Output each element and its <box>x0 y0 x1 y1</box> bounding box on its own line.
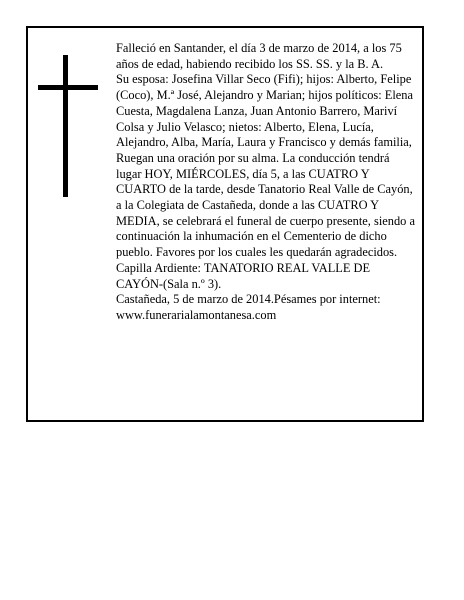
obituary-notice <box>26 26 424 422</box>
family-paragraph: Su esposa: Josefina Villar Seco (Fifi); hijos: Alberto, Felipe (Coco), M.ª José, Alejandro y Marian; hijos políticos: Elena Cuesta, Magdalena Lanza, Juan Antonio Barrero, Mariví Colsa y Julio Velasco; nietos: Alberto, Elena, Lucía, Alejandro, Alba, María, Laura y Francisco y demás familia, <box>116 72 413 150</box>
obituary-text <box>116 41 418 324</box>
funeral-details-paragraph: Ruegan una oración por su alma. La conducción tendrá lugar HOY, MIÉRCOLES, día 5, a las CUATRO Y CUARTO de la tarde, desde Tanatorio Real Valle de Cayón, a la Colegiata de Castañeda, donde a las CUATRO Y MEDIA, se celebrará el funeral de cuerpo presente, siendo a continuación la inhumación en el Cementerio de dicho pueblo. Favores por los cuales les quedarán agradecidos. Capilla Ardiente: TANATORIO REAL VALLE DE CAYÓN-(Sala n.º 3). <box>116 150 415 291</box>
date-and-website-paragraph: Castañeda, 5 de marzo de 2014.Pésames por internet: www.funerarialamontanesa.com <box>116 292 381 322</box>
death-announcement-paragraph: Falleció en Santander, el día 3 de marzo de 2014, a los 75 años de edad, habiendo recibido los SS. SS. y la B. A. <box>116 41 402 71</box>
latin-cross-icon <box>38 55 98 197</box>
